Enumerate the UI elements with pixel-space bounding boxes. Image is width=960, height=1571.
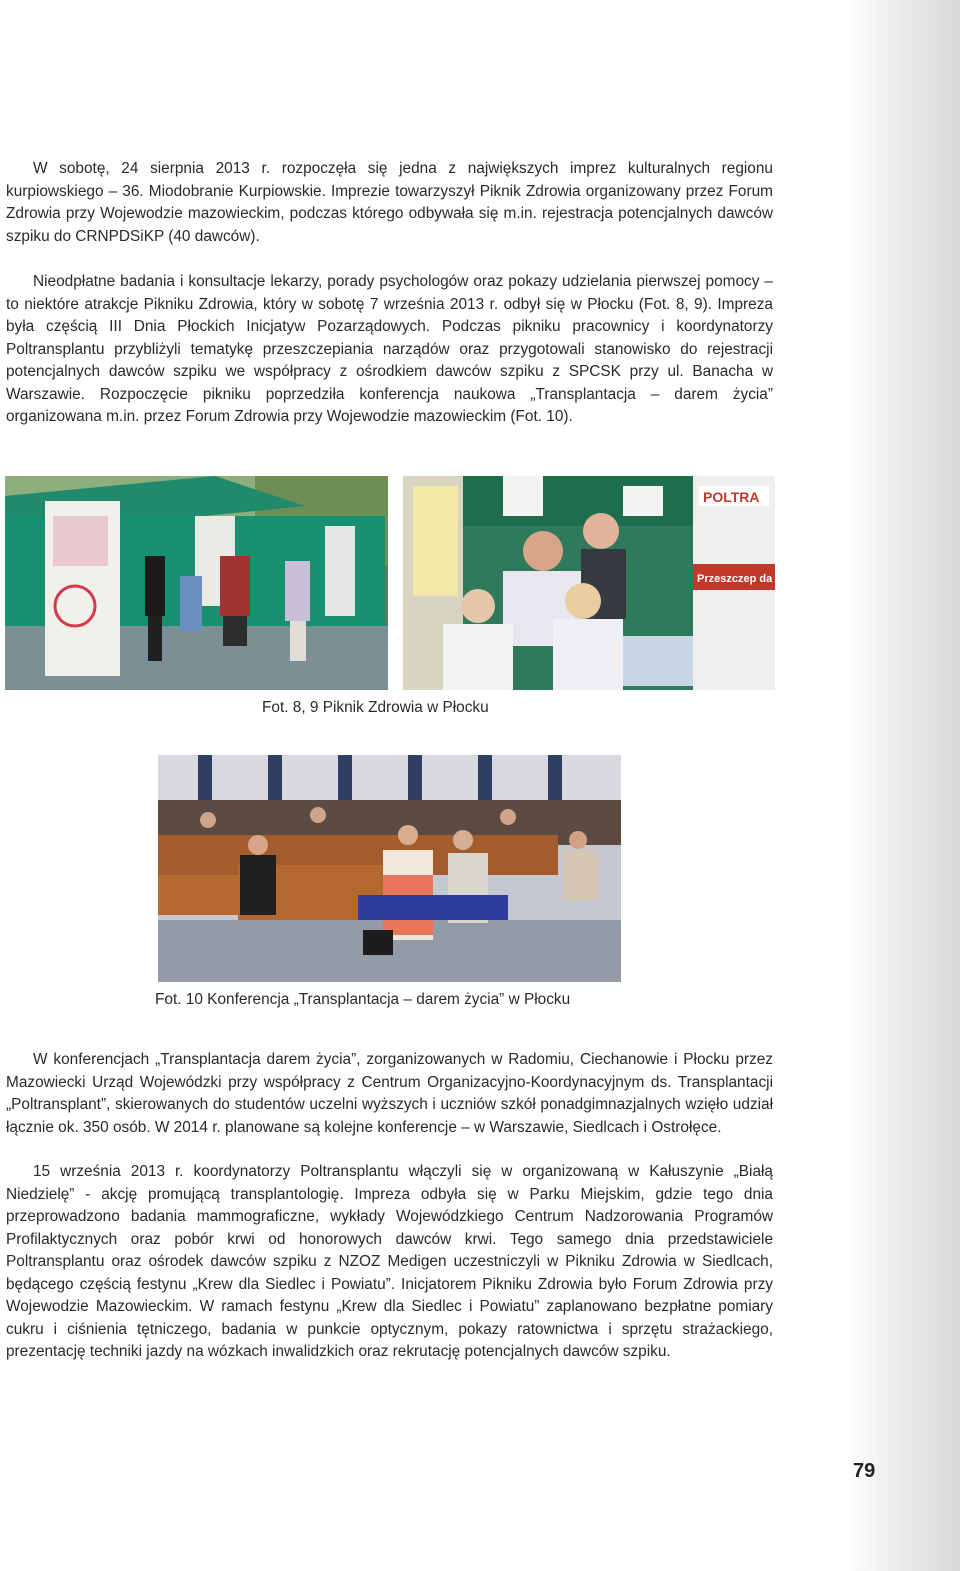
- caption-fot-8-9: Fot. 8, 9 Piknik Zdrowia w Płocku: [262, 699, 489, 716]
- page-edge-shading: [845, 0, 960, 1571]
- photo-piknik-stand: [403, 476, 775, 690]
- photo-konferencja: [158, 755, 621, 982]
- caption-fot-10: Fot. 10 Konferencja „Transplantacja – darem życia” w Płocku: [155, 991, 571, 1008]
- page-number: 79: [853, 1460, 876, 1482]
- photo-piknik-tents: [5, 476, 388, 690]
- paragraph-konferencje: W konferencjach „Transplantacja darem życia”, zorganizowanych w Radomiu, Ciechanowie i Płocku przez Mazowiecki Urząd Wojewódzki przy współpracy z Centrum Organizacyjno-Koordynacyjnym ds. Transplantacji „Poltransplant”, skierowanych do studentów uczelni wyższych i uczniów szkół ponadgimnazjalnych wzięło udział łącznie ok. 350 osób. W 2014 r. planowane są kolejne konferencje – w Warszawie, Siedlcach i Ostrołęce.: [6, 1051, 773, 1136]
- banner-text: Przeszczep da: [697, 573, 773, 585]
- paragraph-biala-niedziela: 15 września 2013 r. koordynatorzy Poltransplantu włączyli się w organizowaną w Kałuszynie „Białą Niedzielę” - akcję promującą transplantologię. Impreza odbyła się w Parku Miejskim, gdzie tego dnia przeprowadzono badania mammograficzne, wykłady Wojewódzkiego Centrum Nadzorowania Programów Profilaktycznych oraz pobór krwi od honorowych dawców krwi. Tego samego dnia przedstawiciele Poltransplantu oraz ośrodek dawców szpiku z NZOZ Medigen uczestniczyli w Pikniku Zdrowia w Siedlcach, będącego częścią festynu „Krew dla Siedlec i Powiatu”. Inicjatorem Pikniku Zdrowia było Forum Zdrowia przy Wojewodzie Mazowieckim. W ramach festynu „Krew dla Siedlec i Powiatu” zaplanowano bezpłatne pomiary cukru i ciśnienia tętniczego, badania w punkcie optycznym, pokazy ratownictwa i sprzętu strażackiego, prezentację techniki jazdy na wózkach inwalidzkich oraz rekrutację potencjalnych dawców szpiku.: [6, 1163, 773, 1360]
- paragraph-miodobranie: W sobotę, 24 sierpnia 2013 r. rozpoczęła się jedna z największych imprez kulturalnych regionu kurpiowskiego – 36. Miodobranie Kurpiowskie. Imprezie towarzyszył Piknik Zdrowia organizowany przez Forum Zdrowia przy Wojewodzie mazowieckim, podczas którego odbywała się m.in. rejestracja potencjalnych dawców szpiku do CRNPDSiKP (40 dawców).: [6, 160, 773, 245]
- poltransplant-sign: POLTRA: [703, 489, 760, 505]
- paragraph-piknik-plock: Nieodpłatne badania i konsultacje lekarzy, porady psychologów oraz pokazy udzielania pierwszej pomocy – to niektóre atrakcje Pikniku Zdrowia, który w sobotę 7 września 2013 r. odbył się w Płocku (Fot. 8, 9). Impreza była częścią III Dnia Płockich Inicjatyw Pozarządowych. Podczas pikniku pracownicy i koordynatorzy Poltransplantu przybliżyli tematykę przeszczepiania narządów oraz przygotowali stanowisko do rejestracji potencjalnych dawców szpiku we współpracy z ośrodkiem dawców szpiku z SPCSK przy ul. Banacha w Warszawie. Rozpoczęcie pikniku poprzedziła konferencja naukowa „Transplantacja – darem życia” organizowana m.in. przez Forum Zdrowia przy Wojewodzie mazowieckim (Fot. 10).: [6, 273, 773, 425]
